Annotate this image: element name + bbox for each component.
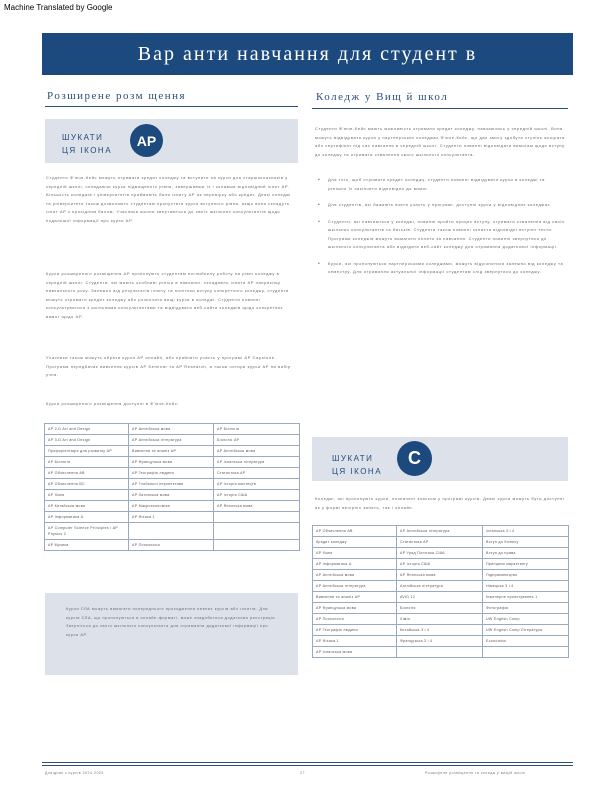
page-title: Вар анти навчання для студент в [137,42,478,65]
table-row [313,614,569,625]
table-cell: Economics [483,636,569,647]
left-look-for-text: ШУКАТИ ЦЯ ІКОНА [62,133,113,155]
table-cell: AP Психологія [129,540,214,551]
table-cell: AP Інформатика A [45,512,129,523]
table-cell: AP Англійська література [313,581,397,592]
left-paragraph-4: Курси розширеного розміщення доступні в Ф'юче-Кейс: [46,401,180,406]
table-cell: AP Історія мистецтв [214,479,300,490]
table-cell: Іспанська 3 і 4 [483,526,569,537]
table-cell: Кредит коледжу [313,537,397,548]
table-cell [214,512,300,523]
table-row [313,559,569,570]
table-row [313,570,569,581]
table-row [45,490,300,501]
table-cell: Німецька 3 і 4 [483,581,569,592]
table-cell: AP Англійська література [397,526,483,537]
table-cell [483,647,569,658]
table-cell: AP Китайська мова [45,501,129,512]
table-row [313,537,569,548]
list-item: • Для студентів, які бажають взяти участь у програмі, доступні курси у відповідних коледжах. [318,201,565,210]
table-cell: AP Біологія [214,424,300,435]
table-cell: AP Англійська література [129,435,214,446]
table-cell: AP Обчислення AB [313,526,397,537]
left-section-heading: Розширене розм щення [47,90,187,102]
table-cell: Англійська література [397,581,483,592]
table-cell [397,647,483,658]
table-cell [214,540,300,551]
footer-page-number: 27 [300,771,305,775]
table-cell: AP Фізика 1 [129,512,214,523]
table-row [45,512,300,523]
left-heading-rule [45,106,298,107]
ap-icon: AP [130,124,163,157]
table-row [313,581,569,592]
table-cell: AP Computer Science Principles / AP Physics 2 [45,523,129,540]
table-cell: AP Обчислення BC [45,479,129,490]
table-cell: Вступ до бізнесу [483,537,569,548]
table-cell: AP Обчислення AB [45,468,129,479]
table-cell: AP 3-D Art and Design [45,435,129,446]
title-banner [42,33,573,75]
right-section-heading: Коледж у Вищ й школ [316,91,449,103]
college-icon: C [397,441,432,476]
table-cell: Статистика AP [397,537,483,548]
right-paragraph-2: Коледжі, які пропонують курси, позначені значком у програмі курсів. Деякі курси можуть бути доступні як у формі вечірніх занять, так і онлайн. [315,496,565,510]
table-row [45,435,300,446]
footer-right-text: Розширене розміщення та коледж у вищій школі [425,771,526,775]
table-cell: AP Історія США [214,490,300,501]
left-note-text: Курси СЛА можуть вимагати попереднього проходження певних курсів або іспитів. Для курсів СЛА, що пропонуються в онлайн-форматі, може знадобитися додаткова реєстрація. Зверніться до свого шкільного консультанта для отримання додаткової інформації про курси AP. [66,607,277,637]
table-row [313,592,569,603]
table-row [45,424,300,435]
table-cell: Підприємництво [483,570,569,581]
table-row [45,501,300,512]
table-cell: AVID 12 [397,592,483,603]
list-item: • Курси, які пропонуються партнерськими коледжами, можуть відрізнятися залежно від коледжу та семестру. Для отримання актуальної інформації студентам слід звернутися до коледжу. [318,260,565,277]
left-ap-course-table [44,423,300,551]
left-paragraph-3: Учасники також можуть обрати курси AP онлайн, або прийняти участь у програмі AP Capstone. Програма передбачає вивчення курсів AP Seminar та AP Research, а також чотири курси AP на вибір учня. [46,355,291,377]
list-item: • Студенти, які навчаються у коледжі, повинні пройти процес вступу, отримати схвалення від своїх шкільних консультантів та батьків. Студенти також повинні скласти відповідні вступні тести. Програми коледжів можуть вимагати оплати за навчання. Студенти повинні звернутися до шкільного консультанта або відвідати веб-сайт коледжу для отримання додаткової інформації. [318,218,565,252]
table-cell: AP Іспанська мова [313,647,397,658]
right-paragraph-1: Студенти Ф'юче-Кейс мають можливість отримати кредит коледжу, навчаючись у середній школі. Вони можуть відвідувати курси у партнерських коледжах Ф'юче-Кейс, що дає змогу здобути ступінь асоціата або сертифікат під час навчання в середній школі. Студенти повинні відповідати вимогам щодо вступу до коледжу та отримати схвалення свого шкільного консультанта. [315,126,565,157]
table-cell: Вивчення та аналіз AP [313,592,397,603]
table-cell: AP Англійська мова [214,446,300,457]
table-cell: Біологія AP [214,435,300,446]
machine-translated-label: Machine Translated by Google [4,3,113,12]
table-cell: AP Французька мова [129,457,214,468]
table-row [313,603,569,614]
right-bullet-list [318,176,565,285]
footer-left-text: Довідник з курсів 2024-2025 [45,771,104,775]
table-cell: AP Латинська мова [129,490,214,501]
table-cell: AP Біологія [45,457,129,468]
table-cell: AP Іспанська література [214,457,300,468]
right-look-for-text: ШУКАТИ ЦЯ ІКОНА [332,454,383,476]
table-cell: UW English Comp Література [483,625,569,636]
table-cell: Французька 3 і 4 [397,636,483,647]
table-cell: AP Географія людини [129,468,214,479]
table-cell: AP Японська мова [214,501,300,512]
table-row [313,647,569,658]
table-row [45,446,300,457]
table-cell: AP Музика [45,540,129,551]
list-item: • Для того, щоб отримати кредит коледжу, студенти повинні відвідувати курси в коледжі та успішно їх закінчити відповідно до вимог. [318,176,565,193]
table-row [45,523,300,540]
right-college-course-table [312,525,569,658]
footer-rule-top [42,762,573,763]
table-cell: Китайська 3 і 4 [397,625,483,636]
left-paragraph-1: Студенти Ф'юче-Кейс можуть отримати кредит коледжу та вступити на курси для старшокласників у середній школі, складаючи курси підвищеного рівня, завершивши їх і склавши відповідний іспит AP. Більшість коледжів і університетів приймають бали іспиту AP як перевірку або кредит. Деякі коледжі та університети також дозволяють студентам пропустити курси вступного рівня, якщо вони складуть іспит AP з прохідним балом. Учасники школи звертаються до своїх шкільних консультантів щодо подальшої інформації про курси AP. [46,175,291,223]
table-cell: Принципи маркетингу [483,559,569,570]
table-cell: AP 2-D Art and Design [45,424,129,435]
table-cell: AP Глобальні перспективи [129,479,214,490]
table-cell [129,523,214,540]
table-cell: Профорієнтація для розвитку AP [45,446,129,457]
table-cell: AP Англійська мова [313,570,397,581]
table-cell: AP Хімія [45,490,129,501]
table-cell: AP Географія людини [313,625,397,636]
table-row [313,548,569,559]
table-row [45,457,300,468]
table-cell: Вивчення та аналіз AP [129,446,214,457]
left-paragraph-2: Курси розширеного розміщення AP пропонують студентам поглиблену роботу на рівні коледжу в середній школі. Студенти, які мають особливі успіхи в навчанні, складають іспити AP наприкінці навчального року. Залежно від результатів іспиту та політики вступу конкретного коледжу, студенти можуть отримати кредит коледжу або розпочати вищі курси в коледжі. Студенти повинні консультуватися з шкільними консультантами та відвідувати веб-сайти коледжів щодо конкретних вимог щодо AP. [46,271,289,319]
right-heading-rule [312,108,568,109]
table-cell: AP Психологія [313,614,397,625]
table-cell: UW English Comp [483,614,569,625]
table-cell: AP Уряд Політика США [397,548,483,559]
table-cell: AP Історія США [397,559,483,570]
table-row [45,468,300,479]
table-cell [214,523,300,540]
table-cell: Хімія [397,614,483,625]
table-row [313,625,569,636]
table-cell: AP Фізика 1 [313,636,397,647]
table-cell: Вступ до права [483,548,569,559]
table-cell: AP Англійська мова [129,424,214,435]
table-row [313,636,569,647]
table-cell: AP Французька мова [313,603,397,614]
table-row [45,540,300,551]
table-cell: AP Японська мова [397,570,483,581]
table-cell: AP Макроекономіка [129,501,214,512]
table-cell: AP Хімія [313,548,397,559]
table-cell: Фотографія [483,603,569,614]
table-cell: AP Інформатика A [313,559,397,570]
footer-rule-bottom [42,765,573,766]
table-cell: Біологія [397,603,483,614]
table-row [313,526,569,537]
table-row [45,479,300,490]
table-cell: Інженерне проектування 1 [483,592,569,603]
table-cell: Статистика AP [214,468,300,479]
